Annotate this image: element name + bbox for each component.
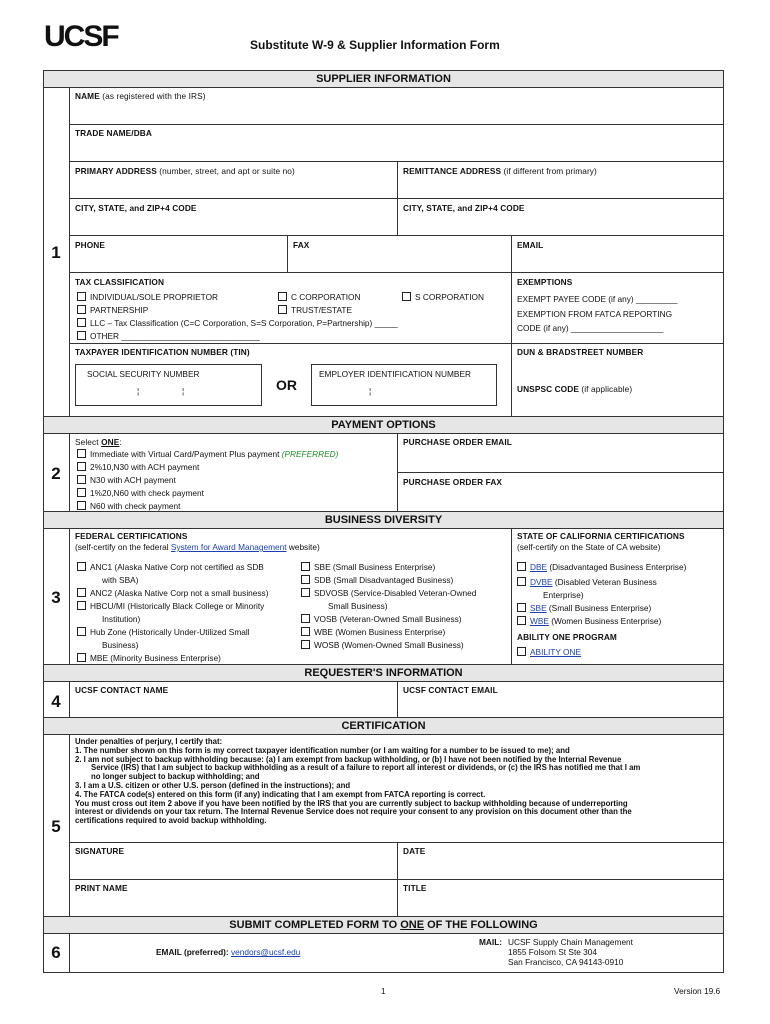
exemptions-label: EXEMPTIONS [517, 277, 573, 287]
ein-label: EMPLOYER IDENTIFICATION NUMBER [319, 369, 471, 379]
checkbox-icon [517, 562, 526, 571]
state-certifications-note: (self-certify on the State of CA website) [517, 542, 661, 552]
checkbox-icon [301, 588, 310, 597]
checkbox-icon [301, 627, 310, 636]
federal-certifications-label: FEDERAL CERTIFICATIONS [75, 531, 188, 541]
check-n60-option[interactable]: N60 with check payment [77, 501, 180, 511]
checkbox-icon [517, 603, 526, 612]
checkbox-icon [77, 588, 86, 597]
dbe-link[interactable]: DBE [530, 562, 548, 572]
anc2-checkbox[interactable]: ANC2 (Alaska Native Corp not a small business) [77, 588, 268, 598]
sdb-checkbox[interactable]: SDB (Small Disadvantaged Business) [301, 575, 453, 585]
certification-text: Under penalties of perjury, I certify that: 1. The number shown on this form is my correct taxpayer identification number (or I am waiting for a number to be issued to me); and 2. I am not subject to backup withholding because: (a) I am exempt from backup withholding, or (b) I have not been notified by the Internal Revenue Service (IRS) that I am subject to backup withholding as a result of a failure to report all interest or dividends, or (c) the IRS has notified me that I am no longer subject to backup withholding; and 3. I am a U.S. citizen or other U.S. person (defined in the instructions); and 4. The FATCA code(s) entered on this form (if any) indicating that I am exempt from FATCA reporting is correct. You must cross out item 2 above if you have been notified by the IRS that you are currently subject to backup withholding because of underreporting interest or dividends on your tax return. The Internal Revenue Service does not require your consent to any provision on this document other than the certifications required to avoid backup withholding. [75, 737, 641, 826]
checkbox-icon [402, 292, 411, 301]
checkbox-icon [77, 601, 86, 610]
section-number-2: 2 [51, 464, 61, 483]
partnership-checkbox[interactable]: PARTNERSHIP [77, 305, 148, 315]
po-email-field[interactable]: PURCHASE ORDER EMAIL [403, 437, 512, 447]
checkbox-icon [77, 627, 86, 636]
payment-options-header: PAYMENT OPTIONS [43, 416, 724, 434]
tax-classification-label: TAX CLASSIFICATION [75, 277, 165, 287]
wosb-checkbox[interactable]: WOSB (Women-Owned Small Business) [301, 640, 464, 650]
name-field[interactable]: NAME (as registered with the IRS) [75, 91, 206, 101]
c-corporation-checkbox[interactable]: C CORPORATION [278, 292, 360, 302]
checkbox-icon [301, 614, 310, 623]
checkbox-icon [301, 562, 310, 571]
checkbox-icon [278, 292, 287, 301]
vendors-email-link[interactable]: vendors@ucsf.edu [231, 947, 301, 957]
dvbe-checkbox[interactable]: DVBE (Disabled Veteran Business [517, 577, 657, 587]
ucsf-contact-email-field[interactable]: UCSF CONTACT EMAIL [403, 685, 498, 695]
virtual-card-option[interactable]: Immediate with Virtual Card/Payment Plus payment (PREFERRED) [77, 449, 338, 459]
logo-text: UCSF [44, 20, 118, 53]
checkbox-icon [77, 653, 86, 662]
llc-checkbox[interactable]: LLC – Tax Classification (C=C Corporation, S=S Corporation, P=Partnership) _____ [77, 318, 398, 328]
form-title: Substitute W-9 & Supplier Information Form [250, 38, 500, 52]
ssn-separator: ¦ [182, 386, 185, 396]
signature-field[interactable]: SIGNATURE [75, 846, 125, 856]
supplier-information-header: SUPPLIER INFORMATION [43, 70, 724, 88]
business-diversity-header: BUSINESS DIVERSITY [43, 511, 724, 529]
wbe-federal-checkbox[interactable]: WBE (Women Business Enterprise) [301, 627, 445, 637]
section-number-3: 3 [51, 588, 61, 607]
trade-name-field[interactable]: TRADE NAME/DBA [75, 128, 152, 138]
checkbox-icon [77, 488, 86, 497]
individual-checkbox[interactable]: INDIVIDUAL/SOLE PROPRIETOR [77, 292, 218, 302]
ucsf-contact-name-field[interactable]: UCSF CONTACT NAME [75, 685, 169, 695]
check-1-20-n60-option[interactable]: 1%20,N60 with check payment [77, 488, 204, 498]
checkbox-icon [517, 616, 526, 625]
or-text: OR [276, 377, 297, 393]
sam-website-link[interactable]: System for Award Management [170, 542, 287, 552]
ssn-label: SOCIAL SECURITY NUMBER [87, 369, 200, 379]
sbe-federal-checkbox[interactable]: SBE (Small Business Enterprise) [301, 562, 435, 572]
page-number: 1 [381, 986, 386, 996]
fax-field[interactable]: FAX [293, 240, 310, 250]
checkbox-icon [301, 640, 310, 649]
vosb-checkbox[interactable]: VOSB (Veteran-Owned Small Business) [301, 614, 462, 624]
ability-one-label: ABILITY ONE PROGRAM [517, 632, 617, 642]
mail-address-line1: UCSF Supply Chain Management [508, 937, 633, 947]
phone-field[interactable]: PHONE [75, 240, 106, 250]
fatca-label: EXEMPTION FROM FATCA REPORTING [517, 309, 673, 319]
tin-label: TAXPAYER IDENTIFICATION NUMBER (TIN) [75, 347, 250, 357]
submit-email: EMAIL (preferred): vendors@ucsf.edu [156, 947, 301, 957]
checkbox-icon [77, 331, 86, 340]
sdvosb-continued: Small Business) [328, 601, 388, 611]
hbcu-checkbox[interactable]: HBCU/MI (Historically Black College or Minority [77, 601, 264, 611]
other-checkbox[interactable]: OTHER ______________________________ [77, 331, 260, 341]
state-certifications-label: STATE OF CALIFORNIA CERTIFICATIONS [517, 531, 685, 541]
checkbox-icon [301, 575, 310, 584]
section-number-1: 1 [51, 243, 61, 262]
ach-2-10-n30-option[interactable]: 2%10,N30 with ACH payment [77, 462, 199, 472]
mail-address-line3: San Francisco, CA 94143-0910 [508, 957, 624, 967]
mail-label: MAIL: [479, 937, 503, 947]
ucsf-logo [44, 22, 118, 52]
select-one-label: Select ONE: [75, 437, 122, 447]
checkbox-icon [517, 647, 526, 656]
ability-one-link[interactable]: ABILITY ONE [530, 647, 582, 657]
hub-zone-continued: Business) [102, 640, 139, 650]
requesters-information-header: REQUESTER'S INFORMATION [43, 664, 724, 682]
checkbox-icon [77, 292, 86, 301]
fatca-code-field[interactable]: CODE (if any) ____________________ [517, 323, 664, 333]
checkbox-icon [77, 562, 86, 571]
unspsc-field[interactable]: UNSPSC CODE (if applicable) [517, 384, 633, 394]
print-name-field[interactable]: PRINT NAME [75, 883, 128, 893]
exempt-payee-code-field[interactable]: EXEMPT PAYEE CODE (if any) _________ [517, 294, 678, 304]
date-field[interactable]: DATE [403, 846, 426, 856]
hbcu-continued: Institution) [102, 614, 141, 624]
checkbox-icon [77, 449, 86, 458]
email-field[interactable]: EMAIL [517, 240, 544, 250]
section-number-4: 4 [51, 692, 61, 711]
version-label: Version 19.6 [674, 986, 721, 996]
ssn-separator: ¦ [137, 386, 140, 396]
wbe-state-checkbox[interactable]: WBE (Women Business Enterprise) [517, 616, 661, 626]
ability-one-checkbox[interactable] [517, 647, 581, 657]
section-number-6: 6 [51, 943, 61, 962]
checkbox-icon [77, 462, 86, 471]
remit-city-state-zip-field[interactable]: CITY, STATE, and ZIP+4 CODE [403, 203, 525, 213]
submit-header: SUBMIT COMPLETED FORM TO ONE OF THE FOLLOWING [43, 916, 724, 934]
mail-address-line2: 1855 Folsom St Ste 304 [508, 947, 598, 957]
ach-n30-option[interactable]: N30 with ACH payment [77, 475, 176, 485]
trust-estate-checkbox[interactable]: TRUST/ESTATE [278, 305, 352, 315]
dvbe-continued: Enterprise) [543, 590, 584, 600]
sdvosb-checkbox[interactable]: SDVOSB (Service-Disabled Veteran-Owned [301, 588, 476, 598]
remittance-address-field[interactable]: REMITTANCE ADDRESS (if different from primary) [403, 166, 597, 176]
checkbox-icon [278, 305, 287, 314]
checkbox-icon [77, 501, 86, 510]
city-state-zip-field[interactable]: CITY, STATE, and ZIP+4 CODE [75, 203, 197, 213]
checkbox-icon [517, 577, 526, 586]
s-corporation-checkbox[interactable]: S CORPORATION [402, 292, 484, 302]
sbe-state-checkbox[interactable]: SBE (Small Business Enterprise) [517, 603, 651, 613]
duns-field[interactable]: DUN & BRADSTREET NUMBER [517, 347, 644, 357]
sbe-link[interactable]: SBE [530, 603, 547, 613]
po-fax-field[interactable]: PURCHASE ORDER FAX [403, 477, 503, 487]
certification-header: CERTIFICATION [43, 717, 724, 735]
ein-separator: ¦ [369, 386, 372, 396]
anc1-continued: with SBA) [102, 575, 139, 585]
federal-certifications-note: (self-certify on the federal System for Award Management website) [75, 542, 320, 552]
dvbe-link[interactable]: DVBE [530, 577, 553, 587]
checkbox-icon [77, 318, 86, 327]
wbe-link[interactable]: WBE [530, 616, 549, 626]
mbe-checkbox[interactable]: MBE (Minority Business Enterprise) [77, 653, 221, 663]
primary-address-field[interactable]: PRIMARY ADDRESS (number, street, and apt or suite no) [75, 166, 295, 176]
checkbox-icon [77, 305, 86, 314]
section-number-5: 5 [51, 817, 61, 836]
dbe-checkbox[interactable]: DBE (Disadvantaged Business Enterprise) [517, 562, 686, 572]
title-field[interactable]: TITLE [403, 883, 427, 893]
checkbox-icon [77, 475, 86, 484]
anc1-checkbox[interactable]: ANC1 (Alaska Native Corp not certified as SDB [77, 562, 264, 572]
hub-zone-checkbox[interactable]: Hub Zone (Historically Under-Utilized Small [77, 627, 250, 637]
